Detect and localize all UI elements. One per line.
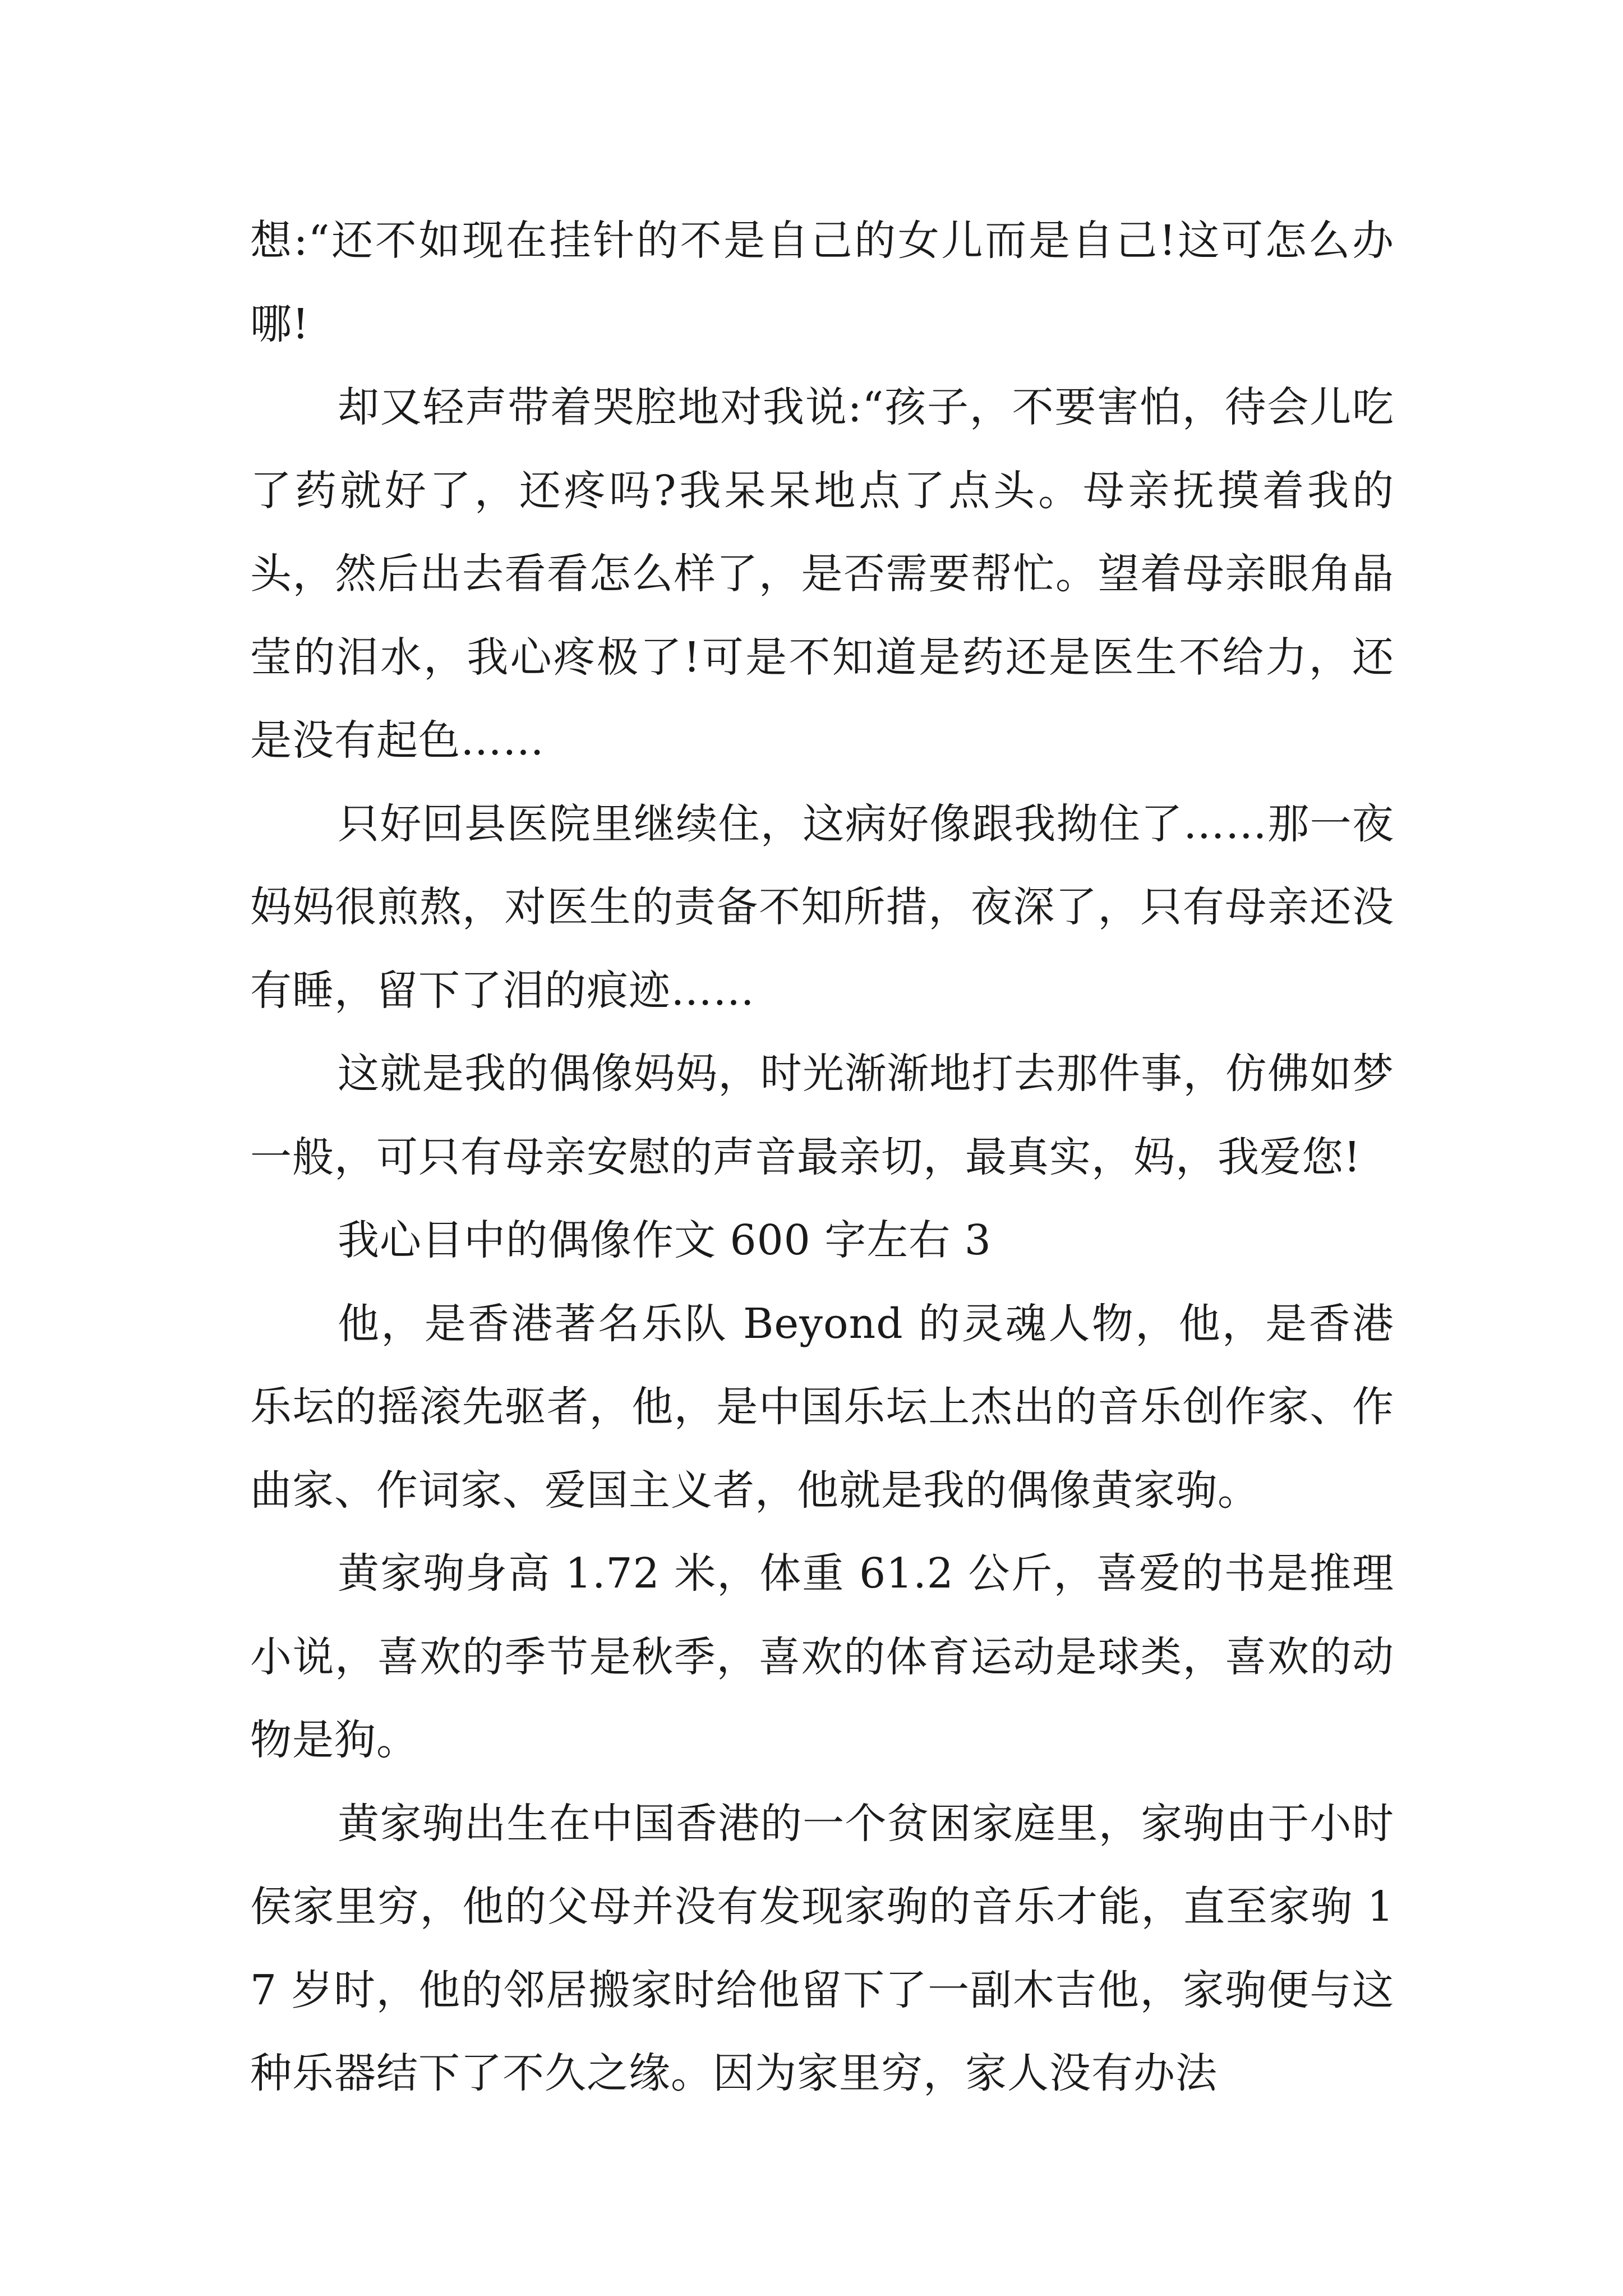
paragraph-6: 黄家驹身高 1.72 米，体重 61.2 公斤，喜爱的书是推理小说，喜欢的季节是秋季，喜欢的体育运动是球类，喜欢的动物是狗。	[250, 1549, 1394, 1764]
paragraph-7: 黄家驹出生在中国香港的一个贫困家庭里，家驹由于小时侯家里穷，他的父母并没有发现家驹的音乐才能，直至家驹 17 岁时，他的邻居搬家时给他留下了一副木吉他，家驹便与这种乐器结下了不久之缘。因为家里穷，家人没有办法	[250, 1799, 1394, 2097]
section-heading: 我心目中的偶像作文 600 字左右 3	[338, 1216, 992, 1264]
paragraph-2: 却又轻声带着哭腔地对我说:“孩子，不要害怕，待会儿吃了药就好了，还疼吗?我呆呆地点了点头。母亲抚摸着我的头，然后出去看看怎么样了，是否需要帮忙。望着母亲眼角晶莹的泪水，我心疼极了!可是不知道是药还是医生不给力，还是没有起色……	[250, 383, 1394, 765]
paragraph-4: 这就是我的偶像妈妈，时光渐渐地打去那件事，仿佛如梦一般，可只有母亲安慰的声音最亲切，最真实，妈，我爱您!	[250, 1050, 1394, 1181]
paragraph-1: 想:“还不如现在挂针的不是自己的女儿而是自己!这可怎么办哪!	[250, 217, 1394, 348]
document-body	[250, 199, 1394, 2115]
paragraph-5: 他，是香港著名乐队 Beyond 的灵魂人物，他，是香港乐坛的摇滚先驱者，他，是中国乐坛上杰出的音乐创作家、作曲家、作词家、爱国主义者，他就是我的偶像黄家驹。	[250, 1299, 1394, 1515]
paragraph-3: 只好回县医院里继续住，这病好像跟我拗住了……那一夜妈妈很煎熬，对医生的责备不知所措，夜深了，只有母亲还没有睡，留下了泪的痕迹……	[250, 799, 1394, 1015]
